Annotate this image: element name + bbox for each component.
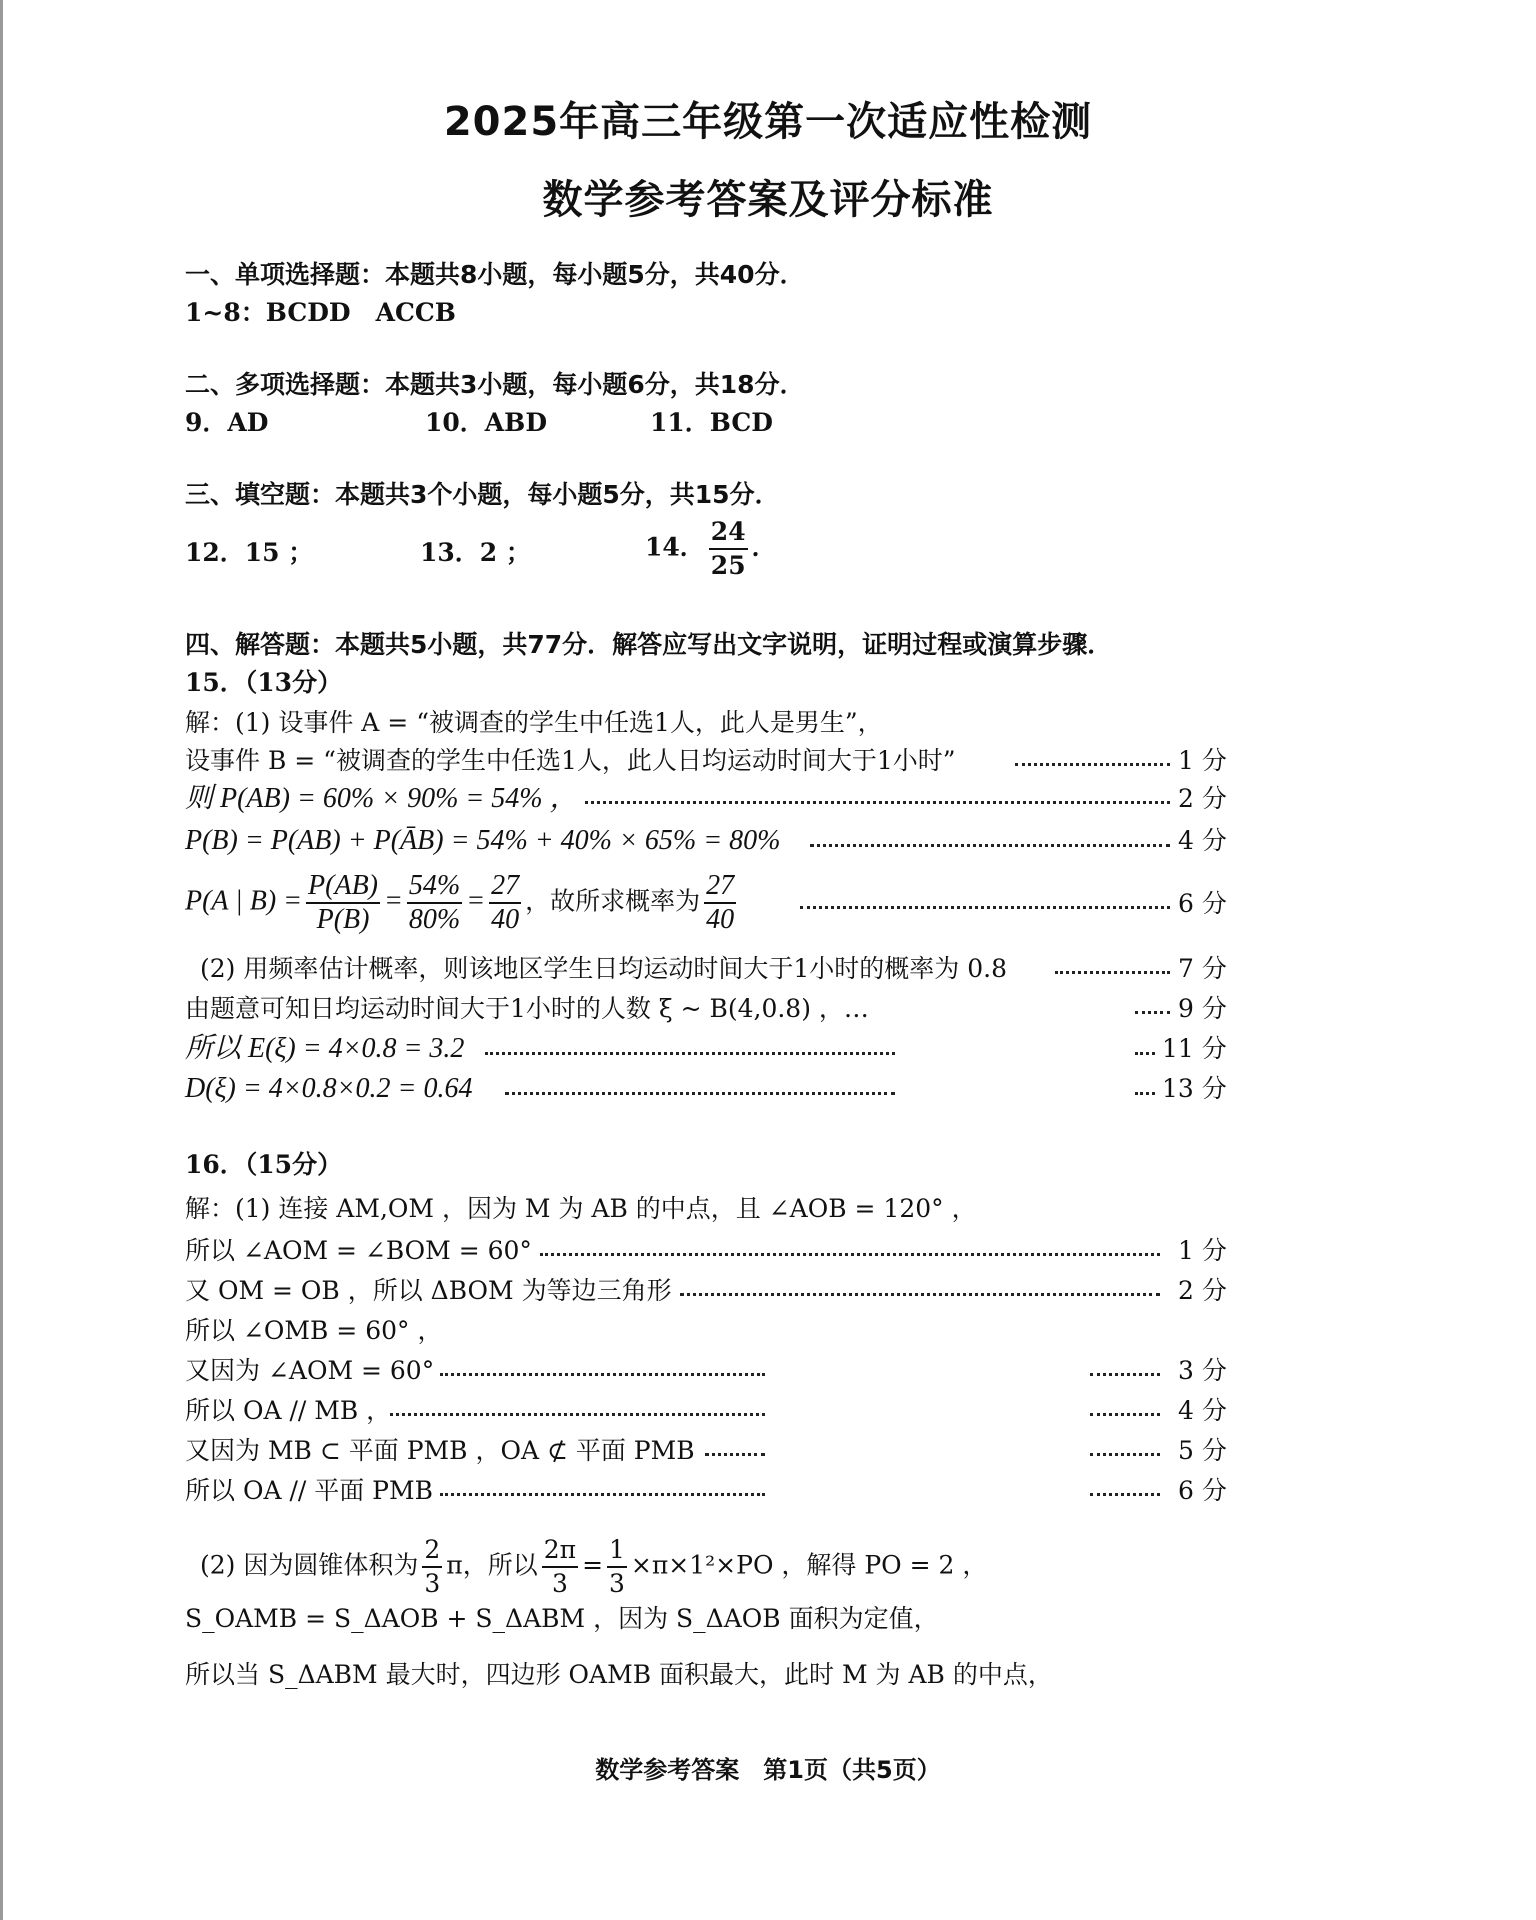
q15-line4: P(B) = P(AB) + P(ĀB) = 54% + 40% × 65% = 80% bbox=[185, 825, 781, 856]
q15-line5 bbox=[185, 870, 740, 936]
q16-score-3: 3 分 bbox=[1178, 1356, 1227, 1385]
fraction bbox=[704, 870, 736, 936]
dot-leader bbox=[810, 844, 1170, 847]
equals-sign: = bbox=[384, 885, 403, 917]
fraction-numerator: 2π bbox=[542, 1534, 578, 1568]
q15-line9: D(ξ) = 4×0.8×0.2 = 0.64 bbox=[185, 1073, 473, 1104]
fraction-denominator: 40 bbox=[491, 904, 520, 935]
answer-14-end: ． bbox=[751, 532, 777, 562]
fraction-denominator: 3 bbox=[424, 1569, 441, 1598]
q16-line1: 解：(1) 连接 AM,OM ，因为 M 为 AB 的中点，且 ∠AOB = 120° ， bbox=[185, 1194, 977, 1223]
fraction bbox=[607, 1534, 627, 1600]
q15-score-13: 13 分 bbox=[1162, 1074, 1227, 1103]
dot-leader bbox=[1090, 1373, 1160, 1376]
q16-line5: 又因为 ∠AOM = 60° bbox=[185, 1356, 435, 1385]
fraction-numerator: 27 bbox=[489, 870, 521, 904]
conclusion-text: ，故所求概率为 bbox=[525, 888, 701, 916]
q15-line6: (2) 用频率估计概率，则该地区学生日均运动时间大于1小时的概率为 0.8 bbox=[200, 954, 1007, 983]
conditional-prob-lhs: P(A | B) = bbox=[185, 885, 303, 917]
fraction-numerator: 1 bbox=[607, 1534, 627, 1568]
q15-line7: 由题意可知日均运动时间大于1小时的人数 ξ ~ B(4,0.8) ，… bbox=[185, 994, 869, 1023]
q16-line4: 所以 ∠OMB = 60° ， bbox=[185, 1316, 443, 1345]
q15-score-9: 9 分 bbox=[1178, 994, 1227, 1023]
q16-line11: 所以当 S_ΔABM 最大时，四边形 OAMB 面积最大，此时 M 为 AB 的中点， bbox=[185, 1660, 1053, 1689]
fraction-denominator: 80% bbox=[408, 904, 461, 935]
dot-leader bbox=[585, 801, 1170, 804]
dot-leader bbox=[800, 906, 1170, 909]
q16-score-6: 6 分 bbox=[1178, 1476, 1227, 1505]
q16-header: 16．（15分） bbox=[185, 1150, 343, 1179]
fraction-numerator: 54% bbox=[407, 870, 462, 904]
q15-score-7: 7 分 bbox=[1178, 954, 1227, 983]
dot-leader bbox=[1135, 1092, 1155, 1095]
dot-leader bbox=[1055, 971, 1170, 974]
dot-leader bbox=[680, 1293, 1160, 1296]
dot-leader bbox=[505, 1092, 895, 1095]
q16-score-4: 4 分 bbox=[1178, 1396, 1227, 1425]
q15-line1: 解：(1) 设事件 A = “被调查的学生中任选1人，此人是男生”， bbox=[185, 708, 883, 737]
answer-14 bbox=[645, 516, 777, 582]
answer-14-fraction bbox=[709, 516, 748, 582]
answer-10: 10．ABD bbox=[425, 408, 547, 437]
dot-leader bbox=[1090, 1493, 1160, 1496]
answer-11: 11．BCD bbox=[650, 408, 773, 437]
q15-header: 15．（13分） bbox=[185, 668, 343, 697]
dot-leader bbox=[540, 1253, 1160, 1256]
answer-9: 9．AD bbox=[185, 408, 269, 437]
fraction-numerator: 24 bbox=[709, 516, 748, 550]
q15-score-1: 1 分 bbox=[1178, 746, 1227, 775]
dot-leader bbox=[1090, 1413, 1160, 1416]
dot-leader bbox=[705, 1453, 765, 1456]
page-edge bbox=[0, 0, 3, 1920]
fraction-denominator: P(B) bbox=[316, 904, 370, 935]
fraction-numerator: 2 bbox=[422, 1534, 442, 1568]
q15-score-6: 6 分 bbox=[1178, 889, 1227, 918]
fraction-denominator: 25 bbox=[710, 551, 746, 580]
dot-leader bbox=[485, 1052, 895, 1055]
section4-heading: 四、解答题：本题共5小题，共77分．解答应写出文字说明，证明过程或演算步骤． bbox=[185, 630, 1113, 659]
q15-line3: 则 P(AB) = 60% × 90% = 54% ， bbox=[185, 783, 578, 814]
dot-leader bbox=[390, 1413, 765, 1416]
answer-13: 13．2 ； bbox=[420, 538, 531, 567]
fraction bbox=[407, 870, 462, 936]
volume-text: (2) 因为圆锥体积为 bbox=[200, 1550, 419, 1580]
q16-line9 bbox=[200, 1534, 987, 1600]
q15-score-11: 11 分 bbox=[1162, 1034, 1227, 1063]
fraction bbox=[306, 870, 380, 936]
fraction-denominator: 40 bbox=[706, 904, 735, 935]
section1-heading: 一、单项选择题：本题共8小题，每小题5分，共40分． bbox=[185, 260, 805, 289]
q16-line10: S_OAMB = S_ΔAOB + S_ΔABM ，因为 S_ΔAOB 面积为定值， bbox=[185, 1604, 939, 1633]
dot-leader bbox=[440, 1493, 765, 1496]
q16-score-1: 1 分 bbox=[1178, 1236, 1227, 1265]
q16-score-2: 2 分 bbox=[1178, 1276, 1227, 1305]
answer-14-label: 14． bbox=[645, 532, 705, 562]
dot-leader bbox=[440, 1373, 765, 1376]
volume-text: ×π×1²×PO ，解得 PO = 2 ， bbox=[630, 1550, 988, 1580]
section3-heading: 三、填空题：本题共3个小题，每小题5分，共15分． bbox=[185, 480, 780, 509]
section2-heading: 二、多项选择题：本题共3小题，每小题6分，共18分． bbox=[185, 370, 805, 399]
q15-line2: 设事件 B = “被调查的学生中任选1人，此人日均运动时间大于1小时” bbox=[185, 746, 956, 775]
doc-title: 2025年高三年级第一次适应性检测 bbox=[443, 99, 1093, 145]
answer-12: 12．15 ； bbox=[185, 538, 314, 567]
q16-line3: 又 OM = OB ，所以 ΔBOM 为等边三角形 bbox=[185, 1276, 672, 1305]
q15-line8: 所以 E(ξ) = 4×0.8 = 3.2 bbox=[185, 1033, 465, 1064]
dot-leader bbox=[1135, 1052, 1155, 1055]
fraction bbox=[422, 1534, 442, 1600]
dot-leader bbox=[1015, 763, 1170, 766]
fraction-denominator: 3 bbox=[609, 1569, 625, 1598]
volume-text: π，所以 bbox=[446, 1550, 538, 1580]
dot-leader bbox=[1135, 1011, 1170, 1014]
q16-score-5: 5 分 bbox=[1178, 1436, 1227, 1465]
equals-sign: = bbox=[466, 885, 486, 917]
section1-answers: 1~8：BCDD ACCB bbox=[185, 298, 456, 327]
fraction-denominator: 3 bbox=[551, 1569, 568, 1598]
page-footer: 数学参考答案 第1页（共5页） bbox=[595, 1756, 941, 1784]
fraction-numerator: 27 bbox=[704, 870, 736, 904]
doc-subtitle: 数学参考答案及评分标准 bbox=[542, 177, 994, 223]
equals-sign: = bbox=[582, 1550, 604, 1580]
dot-leader bbox=[1090, 1453, 1160, 1456]
fraction bbox=[489, 870, 521, 936]
q16-line7: 又因为 MB ⊂ 平面 PMB ，OA ⊄ 平面 PMB bbox=[185, 1436, 695, 1465]
q16-line6: 所以 OA // MB ， bbox=[185, 1396, 392, 1425]
q16-line8: 所以 OA // 平面 PMB bbox=[185, 1476, 433, 1505]
q15-score-4: 4 分 bbox=[1178, 826, 1227, 855]
q15-score-2: 2 分 bbox=[1178, 784, 1227, 813]
q16-line2: 所以 ∠AOM = ∠BOM = 60° bbox=[185, 1236, 532, 1265]
fraction bbox=[542, 1534, 578, 1600]
fraction-numerator: P(AB) bbox=[306, 870, 380, 904]
